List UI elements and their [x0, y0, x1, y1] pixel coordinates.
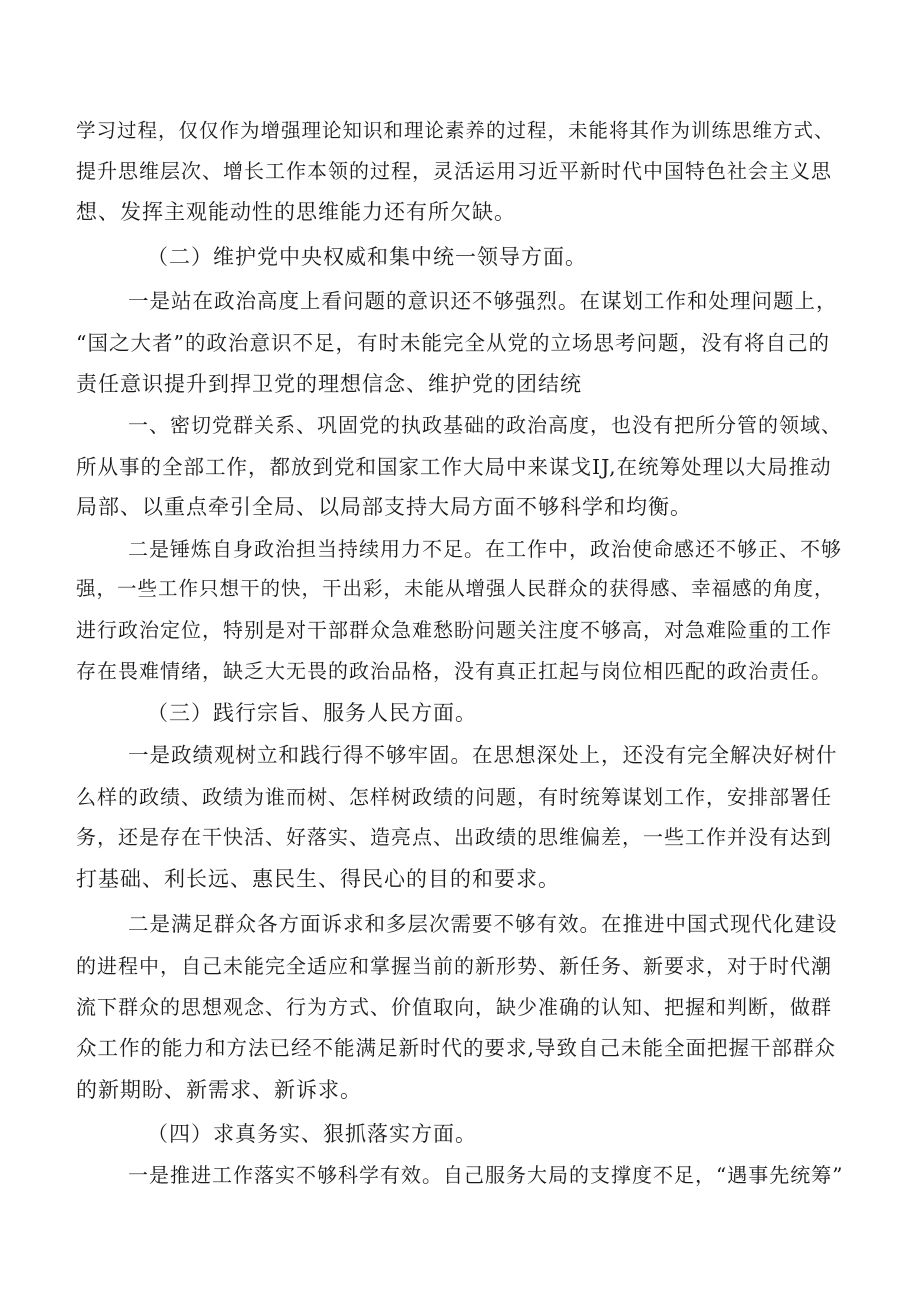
paragraph-start-line: 二是锤炼自身政治担当持续用力不足。在工作中，政治使命感还不够正、不够 — [128, 537, 842, 561]
body-text-line: 打基础、利长远、惠民生、得民心的目的和要求。 — [76, 867, 560, 891]
body-text-line: 进行政治定位，特别是对干部群众急难愁盼问题关注度不够高，对急难险重的工作 — [76, 618, 832, 642]
paragraph-start-line: 一是推进工作落实不够科学有效。自己服务大局的支撑度不足，“遇事先统筹” — [128, 1163, 844, 1187]
body-text-line: “国之大者”的政治意识不足，有时未能完全从党的立场思考问题，没有将自己的 — [76, 331, 830, 355]
body-text-line: 存在畏难情绪，缺乏大无畏的政治品格，没有真正扛起与岗位相匹配的政治责任。 — [76, 659, 832, 683]
body-text-line: 所从事的全部工作，都放到党和国家工作大局中来谋戈IJ,在统筹处理以大局推动 — [76, 455, 832, 479]
body-text-line: 强，一些工作只想干的快，干出彩，未能从增强人民群众的获得感、幸福感的角度， — [76, 577, 835, 600]
body-text-line: 学习过程，仅仅作为增强理论知识和理论素养的过程，未能将其作为训练思维方式、 — [76, 119, 835, 142]
body-text-line: 责任意识提升到捍卫党的理想信念、维护党的团结统 — [76, 372, 582, 396]
paragraph-start-line: 一是政绩观树立和践行得不够牢固。在思想深处上，还没有完全解决好树什 — [128, 743, 838, 767]
paragraph-start-line: 一、密切党群关系、巩固党的执政基础的政治高度，也没有把所分管的领域、 — [128, 413, 842, 437]
section-heading-3: （三）践行宗旨、服务人民方面。 — [147, 701, 477, 725]
body-text-line: 么样的政绩、政绩为谁而树、怎样树政绩的问题，有时统筹谋划工作，安排部署任 — [76, 785, 832, 809]
paragraph-start-line: 二是满足群众各方面诉求和多层次需要不够有效。在推进中国式现代化建设 — [128, 912, 838, 936]
body-text-line: 众工作的能力和方法已经不能满足新时代的要求,导致自己未能全面把握干部群众 — [76, 1036, 837, 1060]
body-text-line: 想、发挥主观能动性的思维能力还有所欠缺。 — [76, 200, 516, 224]
section-heading-2: （二）维护党中央权威和集中统一领导方面。 — [147, 245, 587, 269]
body-text-line: 的进程中，自己未能完全适应和掌握当前的新形势、新任务、新要求，对于时代潮 — [76, 954, 832, 978]
body-text-line: 的新期盼、新需求、新诉求。 — [76, 1078, 362, 1102]
body-text-line: 提升思维层次、增长工作本领的过程，灵活运用习近平新时代中国特色社会主义思 — [76, 159, 832, 183]
paragraph-start-line: 一是站在政治高度上看问题的意识还不够强烈。在谋划工作和处理问题上， — [128, 289, 838, 313]
body-text-line: 务，还是存在干快活、好落实、造亮点、出政绩的思维偏差，一些工作并没有达到 — [76, 825, 832, 849]
body-text-line: 流下群众的思想观念、行为方式、价值取向，缺少准确的认知、把握和判断，做群 — [76, 995, 832, 1019]
section-heading-4: （四）求真务实、狠抓落实方面。 — [147, 1122, 477, 1146]
body-text-line: 局部、以重点牵引全局、以局部支持大局方面不够科学和均衡。 — [76, 495, 692, 519]
